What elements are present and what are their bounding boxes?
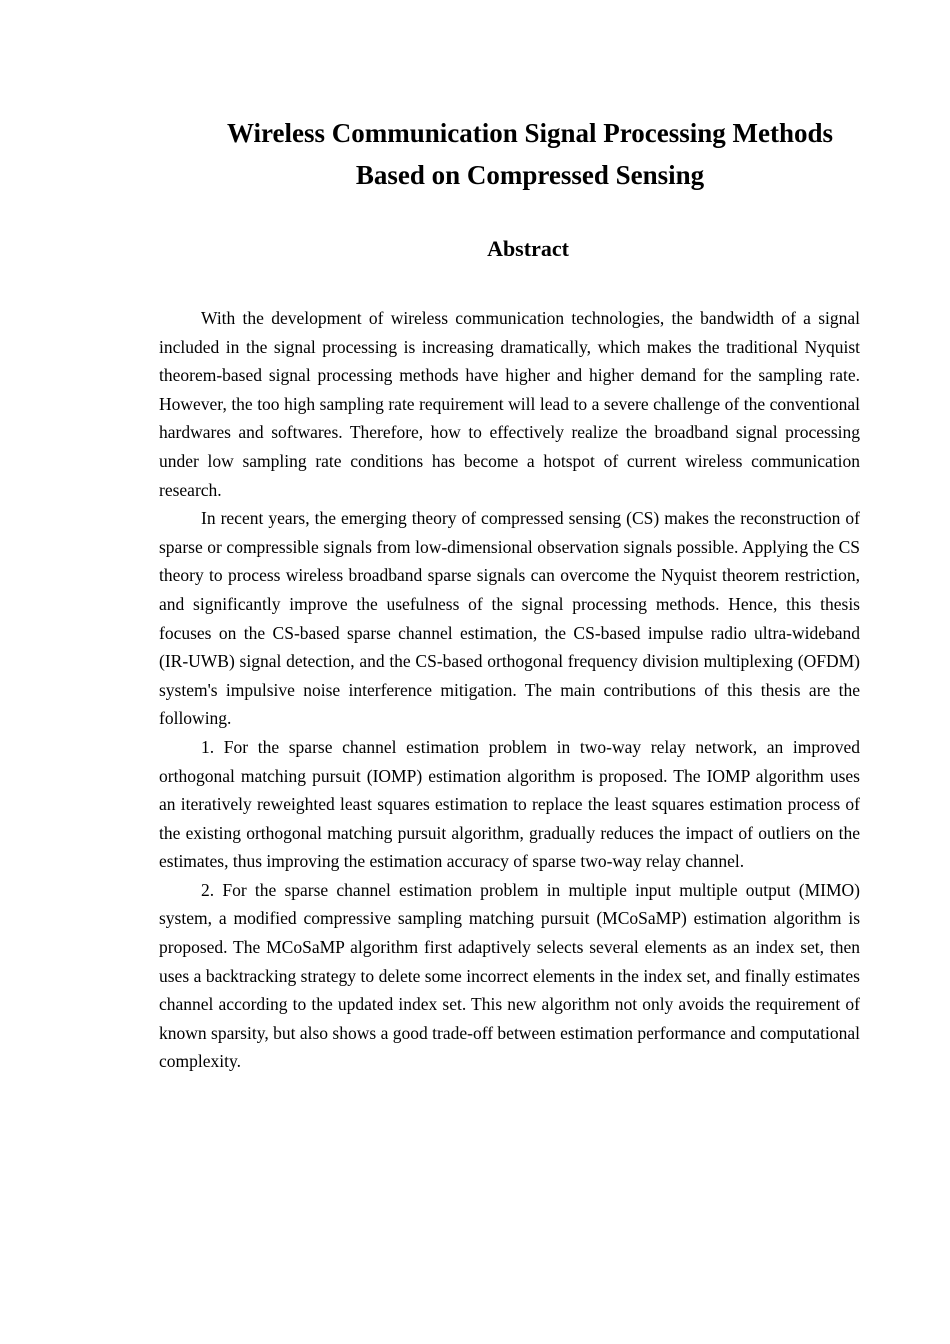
contribution-paragraph-1: 1. For the sparse channel estimation problem in two-way relay network, an improved orthogonal matching pursuit (IOMP) estimation algorithm is proposed. The IOMP algorithm uses an iteratively reweighted least squares estimation to replace the least squares estimation process of the existing orthogonal matching pursuit algorithm, gradually reduces the impact of outliers on the estimates, thus improving the estimation accuracy of sparse two-way relay channel. (159, 736, 860, 872)
abstract-paragraph-2: In recent years, the emerging theory of compressed sensing (CS) makes the reconstruction of sparse or compressible signals from low-dimensional observation signals possible. Applying the CS theory to process wireless broadband sparse signals can overcome the Nyquist theorem restriction, and significantly improve the usefulness of the signal processing methods. Hence, this thesis focuses on the CS-based sparse channel estimation, the CS-based impulse radio ultra-wideband (IR-UWB) signal detection, and the CS-based orthogonal frequency division multiplexing (OFDM) system's impulsive noise interference mitigation. The main contributions of this thesis are the following. (159, 508, 860, 729)
contribution-paragraph-2: 2. For the sparse channel estimation problem in multiple input multiple output (MIMO) system, a modified compressive sampling matching pursuit (MCoSaMP) estimation algorithm is proposed. The MCoSaMP algorithm first adaptively selects several elements as an index set, then uses a backtracking strategy to delete some incorrect elements in the index set, and finally estimates channel according to the updated index set. This new algorithm not only avoids the requirement of known sparsity, but also shows a good trade-off between estimation performance and computational complexity. (159, 879, 860, 1072)
document-title (180, 112, 880, 196)
abstract-heading: Abstract (487, 236, 569, 261)
title-line-2: Based on Compressed Sensing (355, 160, 705, 190)
abstract-body (159, 304, 860, 1076)
abstract-paragraph-1: With the development of wireless communication technologies, the bandwidth of a signal included in the signal processing is increasing dramatically, which makes the traditional Nyquist theorem-based signal processing methods have higher and higher demand for the sampling rate. However, the too high sampling rate requirement will lead to a severe challenge of the conventional hardwares and softwares. Therefore, how to effectively realize the broadband signal processing under low sampling rate conditions has become a hotspot of current wireless communication research. (159, 308, 860, 500)
title-line-1: Wireless Communication Signal Processing Methods (226, 118, 834, 148)
